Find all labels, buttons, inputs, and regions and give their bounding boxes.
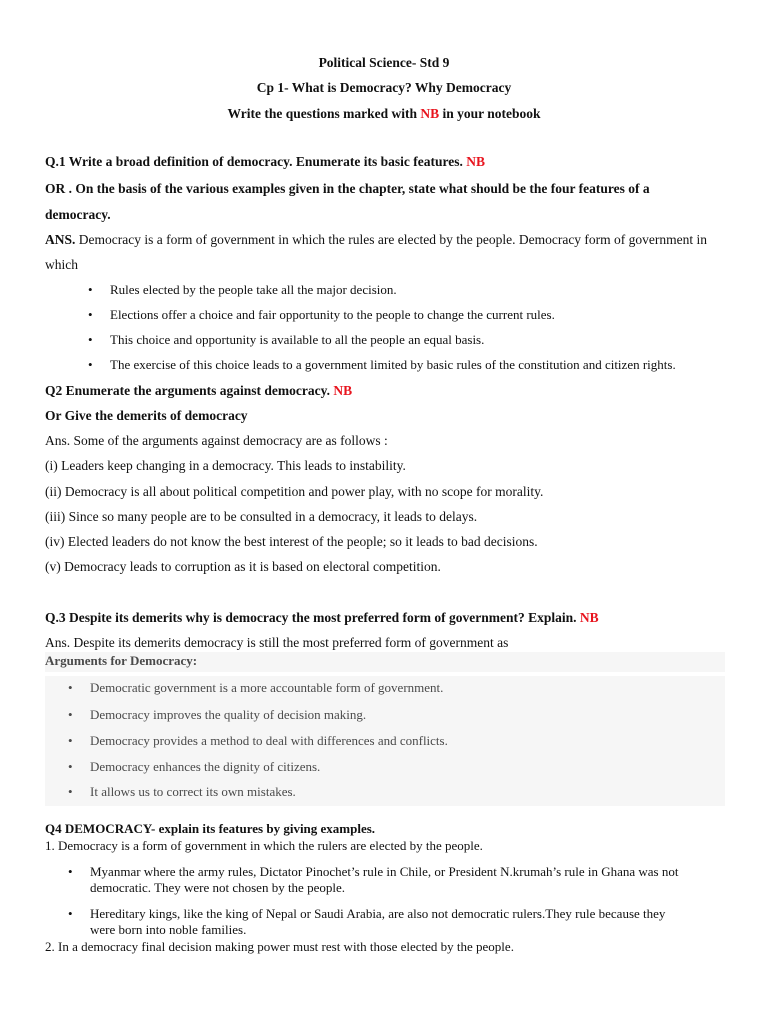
list-item xyxy=(88,307,555,323)
instruction-text-end: in your notebook xyxy=(439,106,541,121)
bullet-icon: • xyxy=(88,282,93,297)
q4-question: Q4 DEMOCRACY- explain its features by giving examples. xyxy=(45,821,376,836)
chapter-title: Cp 1- What is Democracy? Why Democracy xyxy=(256,80,512,95)
bullet-icon: • xyxy=(68,733,73,748)
q2-point: (ii) Democracy is all about political competition and power play, with no scope for morality. xyxy=(45,484,544,499)
q2-point: (iii) Since so many people are to be consulted in a democracy, it leads to delays. xyxy=(45,509,478,524)
bullet-icon: • xyxy=(88,307,93,322)
q3-subheading: Arguments for Democracy: xyxy=(45,653,198,668)
list-item xyxy=(68,784,296,800)
list-item-text: Democracy improves the quality of decision making. xyxy=(90,707,367,722)
q1-question xyxy=(45,154,485,170)
list-item xyxy=(88,357,676,373)
q1-answer-line-2: which xyxy=(45,257,78,272)
nb-marker: NB xyxy=(466,154,485,169)
q2-point: (v) Democracy leads to corruption as it is based on electoral competition. xyxy=(45,559,441,574)
q1-question-text: Q.1 Write a broad definition of democracy. Enumerate its basic features. xyxy=(45,154,467,169)
bullet-icon: • xyxy=(68,680,73,695)
q4-point-2: 2. In a democracy final decision making power must rest with those elected by the people. xyxy=(45,939,514,954)
q2-or-line: Or Give the demerits of democracy xyxy=(45,408,248,423)
q3-question xyxy=(45,610,599,626)
list-item-text: This choice and opportunity is available to all the people an equal basis. xyxy=(110,332,485,347)
nb-marker: NB xyxy=(420,106,440,121)
list-item-text: Democracy provides a method to deal with differences and conflicts. xyxy=(90,733,448,748)
list-item xyxy=(68,707,367,723)
instruction-line xyxy=(0,106,768,122)
q2-question xyxy=(45,383,352,399)
list-item-text: It allows us to correct its own mistakes. xyxy=(90,784,296,799)
list-item xyxy=(68,680,444,696)
q2-question-text: Q2 Enumerate the arguments against democracy. xyxy=(45,383,334,398)
list-item xyxy=(88,282,397,298)
list-item-text: Elections offer a choice and fair opportunity to the people to change the current rules. xyxy=(110,307,555,322)
q1-or-line: OR . On the basis of the various examples given in the chapter, state what should be the four features of a xyxy=(45,181,650,196)
bullet-icon: • xyxy=(88,357,93,372)
list-item-text: Hereditary kings, like the king of Nepal or Saudi Arabia, are also not democratic rulers.They rule because they xyxy=(90,906,666,921)
ans-label: ANS. xyxy=(45,232,76,247)
bullet-icon: • xyxy=(68,784,73,799)
list-item-text: Myanmar where the army rules, Dictator Pinochet’s rule in Chile, or President N.krumah’s rule in Ghana was not xyxy=(90,864,679,879)
list-item xyxy=(68,906,666,922)
nb-marker: NB xyxy=(579,610,599,625)
list-item xyxy=(88,332,485,348)
list-item-text: Democratic government is a more accountable form of government. xyxy=(90,680,444,695)
q2-point: (i) Leaders keep changing in a democracy. This leads to instability. xyxy=(45,458,406,473)
q2-point: (iv) Elected leaders do not know the best interest of the people; so it leads to bad decisions. xyxy=(45,534,538,549)
q2-answer-intro: Ans. Some of the arguments against democracy are as follows : xyxy=(45,433,388,448)
list-item-continuation: were born into noble families. xyxy=(90,922,247,937)
list-item-text: Rules elected by the people take all the major decision. xyxy=(110,282,397,297)
list-item-continuation: democratic. They were not chosen by the people. xyxy=(90,880,345,895)
q4-point-1: 1. Democracy is a form of government in which the rulers are elected by the people. xyxy=(45,838,483,853)
subject-title: Political Science- Std 9 xyxy=(318,55,450,70)
q3-question-text: Q.3 Despite its demerits why is democracy the most preferred form of government? Explain. xyxy=(45,610,580,625)
q1-answer xyxy=(45,232,707,248)
q1-or-line-2: democracy. xyxy=(45,207,111,222)
nb-marker: NB xyxy=(333,383,353,398)
bullet-icon: • xyxy=(68,707,73,722)
list-item xyxy=(68,759,321,775)
bullet-icon: • xyxy=(68,864,73,879)
bullet-icon: • xyxy=(68,759,73,774)
bullet-icon: • xyxy=(68,906,73,921)
list-item xyxy=(68,733,448,749)
q3-answer-intro: Ans. Despite its demerits democracy is still the most preferred form of government as xyxy=(45,635,509,650)
bullet-icon: • xyxy=(88,332,93,347)
list-item-text: Democracy enhances the dignity of citizens. xyxy=(90,759,321,774)
list-item-text: The exercise of this choice leads to a government limited by basic rules of the constitution and citizen rights. xyxy=(110,357,676,372)
q1-answer-text: Democracy is a form of government in which the rules are elected by the people. Democracy form of government in xyxy=(75,232,708,247)
list-item xyxy=(68,864,679,880)
instruction-text: Write the questions marked with xyxy=(227,106,421,121)
